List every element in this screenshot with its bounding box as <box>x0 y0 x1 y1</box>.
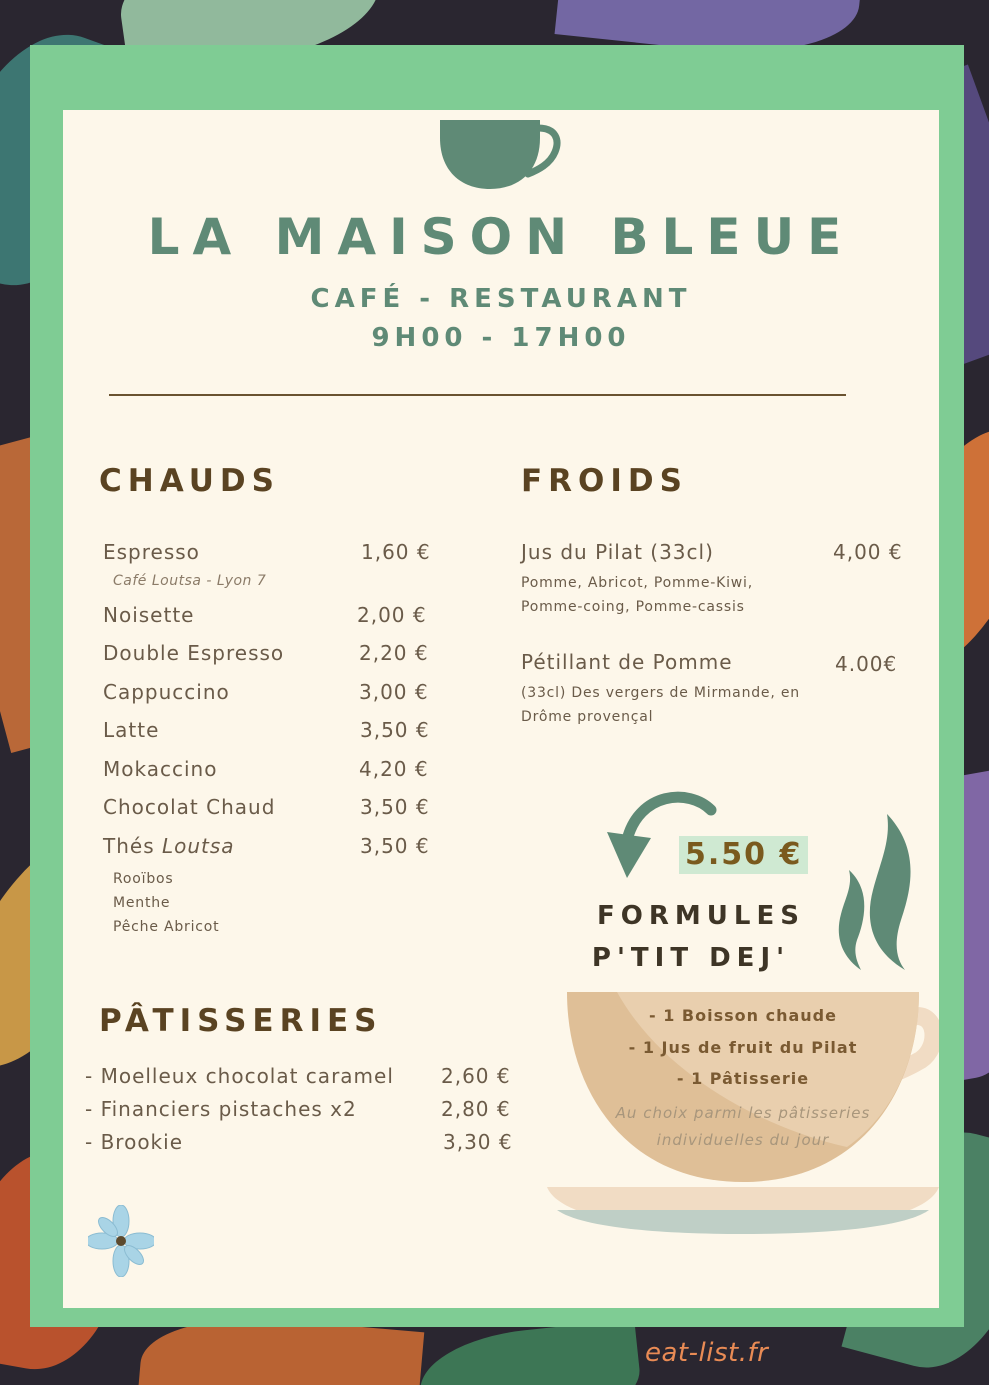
menu-item-description: Pomme, Abricot, Pomme-Kiwi, <box>521 575 753 591</box>
menu-item-name: Jus du Pilat (33cl) <box>521 540 714 564</box>
menu-item-price: 4.00€ <box>835 652 898 676</box>
menu-item-name: - Financiers pistaches x2 <box>85 1097 357 1121</box>
menu-item-description: (33cl) Des vergers de Mirmande, en <box>521 685 800 701</box>
formule-price: 5.50 € <box>679 836 808 874</box>
menu-item-name: Espresso <box>103 540 200 564</box>
thes-label: Thés <box>103 834 155 858</box>
menu-item-price: 2,60 € <box>441 1064 511 1088</box>
tea-flavour: Rooïbos <box>113 871 174 887</box>
flower-icon <box>88 1205 154 1277</box>
menu-item-price: 2,20 € <box>359 641 429 665</box>
menu-item-name: - Moelleux chocolat caramel <box>85 1064 394 1088</box>
formule-note: individuelles du jour <box>656 1131 830 1149</box>
menu-item-name: - Brookie <box>85 1130 183 1154</box>
menu-item-price: 3,50 € <box>360 718 430 742</box>
formule-item: - 1 Boisson chaude <box>649 1006 837 1025</box>
menu-item-price: 2,80 € <box>441 1097 511 1121</box>
menu-item-price: 3,00 € <box>359 680 429 704</box>
espresso-note: Café Loutsa - Lyon 7 <box>113 573 267 589</box>
menu-item-name: Mokaccino <box>103 757 218 781</box>
formule-title-line2: P'TIT DEJ' <box>591 943 791 973</box>
section-heading-froids: FROIDS <box>521 463 688 499</box>
header-divider <box>109 394 846 396</box>
opening-hours: 9H00 - 17H00 <box>371 323 631 353</box>
menu-item-description: Drôme provençal <box>521 709 654 725</box>
formule-title-line1: FORMULES <box>597 901 805 931</box>
menu-item-price: 3,50 € <box>360 795 430 819</box>
menu-item-name: Double Espresso <box>103 641 285 665</box>
formule-item: - 1 Pâtisserie <box>676 1069 810 1088</box>
restaurant-name: LA MAISON BLEUE <box>147 208 855 266</box>
tea-flavour: Pêche Abricot <box>113 919 220 935</box>
menu-item-price: 3,30 € <box>443 1130 513 1154</box>
menu-item-description: Pomme-coing, Pomme-cassis <box>521 599 745 615</box>
section-heading-patisseries: PÂTISSERIES <box>99 1003 383 1039</box>
menu-item-name: Cappuccino <box>103 680 230 704</box>
menu-item-name <box>103 833 235 859</box>
tea-flavour: Menthe <box>113 895 171 911</box>
restaurant-type: CAFÉ - RESTAURANT <box>310 284 692 314</box>
coffee-cup-icon <box>438 118 563 193</box>
menu-item-price: 3,50 € <box>360 834 430 858</box>
section-heading-chauds: CHAUDS <box>99 463 280 499</box>
menu-item-name: Noisette <box>103 603 195 627</box>
formule-item: - 1 Jus de fruit du Pilat <box>628 1038 858 1057</box>
menu-item-name: Latte <box>103 718 160 742</box>
menu-item-price: 1,60 € <box>361 540 431 564</box>
watermark: eat-list.fr <box>645 1338 769 1368</box>
menu-item-price: 2,00 € <box>357 603 427 627</box>
menu-item-name: Pétillant de Pomme <box>521 650 733 674</box>
thes-brand: Loutsa <box>161 834 235 858</box>
menu-item-price: 4,20 € <box>359 757 429 781</box>
menu-item-name: Chocolat Chaud <box>103 795 276 819</box>
menu-item-price: 4,00 € <box>833 540 903 564</box>
menu-card <box>63 110 939 1308</box>
formule-note: Au choix parmi les pâtisseries <box>615 1104 871 1122</box>
